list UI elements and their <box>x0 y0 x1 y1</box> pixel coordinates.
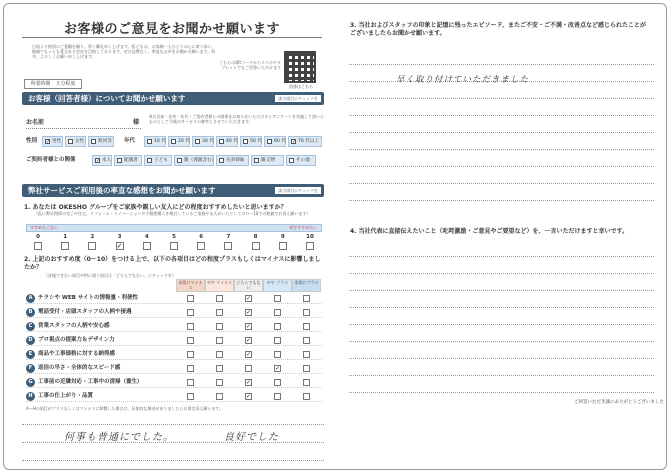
rating-checkbox-checked-icon[interactable]: ✓ <box>246 309 252 316</box>
rating-checkbox-icon[interactable] <box>274 323 281 330</box>
answer-line[interactable] <box>349 115 654 116</box>
rating-checkbox-icon[interactable] <box>303 337 310 344</box>
name-field[interactable] <box>26 128 141 129</box>
age-option[interactable]: 20 代 <box>168 136 190 147</box>
qr-caption: 回答はこちら <box>289 84 313 89</box>
item-letter-badge: A <box>26 294 35 303</box>
item-letter-badge: B <box>26 308 35 317</box>
checkbox-icon[interactable] <box>117 158 122 163</box>
rating-checkbox-icon[interactable] <box>187 379 194 386</box>
scale-number: 2 <box>90 234 95 240</box>
checkbox-icon[interactable] <box>195 139 200 144</box>
rating-checkbox-icon[interactable] <box>216 295 223 302</box>
age-option[interactable]: 40 代 <box>216 136 238 147</box>
scale-checkbox-icon[interactable] <box>252 242 260 250</box>
checkbox-icon[interactable] <box>177 158 182 163</box>
rating-checkbox-checked-icon[interactable]: ✓ <box>246 337 252 344</box>
answer-line[interactable] <box>22 424 324 425</box>
rating-checkbox-icon[interactable] <box>274 379 281 386</box>
scale-number: 3 <box>117 234 122 240</box>
section1-heading <box>22 92 324 105</box>
relation-option[interactable]: 配偶者 <box>114 155 142 166</box>
gender-option[interactable]: 女性 <box>65 136 86 147</box>
scale-number: 7 <box>226 234 231 240</box>
scale-checkbox-icon[interactable] <box>143 242 151 250</box>
section1-check-note: 該当項目にチェックを <box>275 95 321 102</box>
scale-checkbox-checked-icon[interactable]: ✓ <box>116 242 123 250</box>
item-label: プロ視点の提案力＆デザイン力 <box>38 337 115 343</box>
handwritten-answer-2: 良好でした <box>224 432 279 443</box>
item-label: 返信の早さ・全体的なスピード感 <box>38 365 121 371</box>
privacy-note: ※お名前・住所・年代・ご契約者様との関係をお知らせいただけるとアンケートを実施して頂いたものとして今後のサービスの参考とさせていただきます。 <box>149 114 324 124</box>
checkbox-icon[interactable] <box>219 158 224 163</box>
age-option[interactable]: 10 代 <box>144 136 166 147</box>
answer-line[interactable] <box>349 256 654 257</box>
q2-title: 2. 上記のおすすめ度（0〜10）をつける上で、以下の各項目はどの程度プラスもしくはマイナスに影響しましたか？ <box>24 256 321 271</box>
rating-checkbox-icon[interactable] <box>187 323 194 330</box>
rating-column-header: どちらでもない <box>234 279 263 292</box>
gender-option[interactable]: ✓ 男性 <box>42 136 63 147</box>
item-label: 商品や工事価格に対する納得感 <box>38 351 116 357</box>
rating-checkbox-checked-icon[interactable]: ✓ <box>246 295 252 302</box>
rating-checkbox-icon[interactable] <box>303 295 310 302</box>
age-option[interactable]: ✓ 70 代以上 <box>288 136 322 147</box>
closing-message: ご回答いただき誠にありがとうございました <box>574 400 664 405</box>
rating-checkbox-checked-icon[interactable]: ✓ <box>246 323 252 330</box>
answer-line[interactable] <box>22 460 324 461</box>
name-suffix: 様 <box>133 119 140 126</box>
checkbox-icon[interactable] <box>243 139 248 144</box>
scale-checkbox-icon[interactable] <box>61 242 69 250</box>
rating-column-header: 非常にマイナス <box>176 279 205 292</box>
checkbox-icon[interactable] <box>91 139 96 144</box>
page-title: お客様のご意見をお聞かせ願います <box>64 22 281 37</box>
age-label: 年代 <box>124 138 136 144</box>
rating-checkbox-icon[interactable] <box>216 393 223 400</box>
q3-title: 3. 当社およびスタッフの印象と記憶に残ったエピソード、またご不安・ご不満・改善点など感じられたことがございましたらお聞かせ願います。 <box>350 22 647 37</box>
rating-checkbox-icon[interactable] <box>245 365 252 372</box>
q1-note: （仮に弊社関係の完了や住宅、リフォーム・リノベーションや不動産購入を検討しているご家族や友人がいたとしての０〜10での数値でお答え願います） <box>34 211 311 216</box>
rating-checkbox-icon[interactable] <box>274 337 281 344</box>
checkbox-checked-icon[interactable]: ✓ <box>46 139 51 145</box>
item-label: 営業スタッフの人柄や安心感 <box>38 323 110 329</box>
scale-checkbox-icon[interactable] <box>306 242 314 250</box>
scale-header <box>26 224 322 232</box>
section1-title: お客様（回答者様）についてお聞かせ願います <box>28 94 186 103</box>
rating-column-header: やや プラス <box>263 279 292 292</box>
rating-checkbox-icon[interactable] <box>303 379 310 386</box>
rating-checkbox-icon[interactable] <box>216 379 223 386</box>
handwritten-answer-1: 何事も普通にでした。 <box>64 432 174 443</box>
q2-note: （評価できない項目や特に違う項目は「どちらでもない」にチェックを） <box>44 273 176 278</box>
answer-line[interactable] <box>349 132 654 133</box>
title-underline <box>22 37 322 38</box>
gender-option[interactable]: 無回答 <box>88 136 114 147</box>
rating-checkbox-icon[interactable] <box>187 337 194 344</box>
gender-label: 性別 <box>26 138 38 144</box>
item-label: チラシや WEB サイトの情報量・利便性 <box>38 295 138 301</box>
item-letter-badge: G <box>26 378 35 387</box>
item-letter-badge: E <box>26 350 35 359</box>
rating-checkbox-icon[interactable] <box>216 309 223 316</box>
checkbox-checked-icon[interactable]: ✓ <box>292 139 297 145</box>
rating-checkbox-icon[interactable] <box>187 309 194 316</box>
relation-label: ご契約者様との関係 <box>26 157 76 163</box>
age-option[interactable]: 30 代 <box>192 136 214 147</box>
item-letter-badge: H <box>26 392 35 401</box>
scale-right-label: ぜひすすめたい <box>289 225 318 230</box>
section2-title: 弊社サービスご利用後の率直な感想をお聞かせ願います <box>28 186 216 195</box>
rating-checkbox-icon[interactable] <box>187 351 194 358</box>
answer-line[interactable] <box>349 324 654 325</box>
answer-line[interactable] <box>349 98 654 99</box>
scale-checkbox-icon[interactable] <box>170 242 178 250</box>
answer-line[interactable] <box>349 166 654 167</box>
relation-option[interactable]: その他 <box>286 155 316 166</box>
item-letter-badge: D <box>26 336 35 345</box>
item-letter-badge: C <box>26 322 35 331</box>
answer-line[interactable] <box>349 149 654 150</box>
rating-checkbox-icon[interactable] <box>274 309 281 316</box>
answer-line[interactable] <box>349 307 654 308</box>
rating-checkbox-icon[interactable] <box>303 309 310 316</box>
checkbox-icon[interactable] <box>254 158 259 163</box>
rating-checkbox-icon[interactable] <box>303 351 310 358</box>
intro-text: 日頃より格別のご愛顧を賜り、厚く御礼申し上げます。私どもは、お客様一人ひとりの心に寄り添い、地域でもっとも愛される会社を目指しております。ぜひ忌憚なく、率直なお声をお聞かせ願います。何卒、よろしくお願い申し上げます。 <box>32 44 216 59</box>
q1-title: 1. あなたは OKESHO グループをご家族や親しい友人にどの程度おすすめしたいと思いますか？ <box>24 204 287 211</box>
section2-check-note: 該当項目にチェックを <box>275 187 321 194</box>
scale-number: 9 <box>280 234 285 240</box>
answer-line[interactable] <box>349 183 654 184</box>
item-label: 電話受付・店頭スタッフの人柄や接遇 <box>38 309 132 315</box>
section2-heading <box>22 184 324 197</box>
rating-checkbox-icon[interactable] <box>216 365 223 372</box>
rating-checkbox-checked-icon[interactable]: ✓ <box>275 365 281 372</box>
rating-checkbox-icon[interactable] <box>216 351 223 358</box>
rating-checkbox-icon[interactable] <box>274 351 281 358</box>
item-label: 工事前の近隣対応・工事中の清掃（養生） <box>38 379 143 385</box>
answer-line[interactable] <box>349 392 654 393</box>
rating-column-header: やや マイナス <box>205 279 234 292</box>
age-option[interactable]: 60 代 <box>264 136 286 147</box>
answer-line[interactable] <box>349 273 654 274</box>
survey-sheet <box>3 3 667 470</box>
relation-option[interactable]: ✓ 本人 <box>92 155 112 166</box>
time-badge: 所要時間 ５分程度 <box>24 79 82 89</box>
rating-checkbox-icon[interactable] <box>274 393 281 400</box>
checkbox-icon[interactable] <box>289 158 294 163</box>
rating-checkbox-icon[interactable] <box>216 323 223 330</box>
rating-checkbox-checked-icon[interactable]: ✓ <box>246 379 252 386</box>
rating-checkbox-checked-icon[interactable]: ✓ <box>246 393 252 400</box>
scale-number: 4 <box>144 234 149 240</box>
rating-checkbox-icon[interactable] <box>303 393 310 400</box>
q4-title: 4. 当社代表に直接伝えたいこと（叱咤激励・ご意見やご要望など）を、一言いただけますと幸いです。 <box>350 228 629 235</box>
rating-checkbox-icon[interactable] <box>187 295 194 302</box>
scale-number: 8 <box>253 234 258 240</box>
scale-checkbox-icon[interactable] <box>88 242 96 250</box>
answer-line[interactable] <box>349 200 654 201</box>
rating-checkbox-icon[interactable] <box>303 323 310 330</box>
qr-code-icon[interactable] <box>284 51 316 83</box>
scale-number: 10 <box>306 234 314 240</box>
rating-checkbox-icon[interactable] <box>187 393 194 400</box>
scale-left-label: すすめたくない <box>30 225 59 230</box>
relation-row <box>22 154 324 167</box>
checkbox-icon[interactable] <box>147 158 152 163</box>
rating-checkbox-icon[interactable] <box>187 365 194 372</box>
rating-checkbox-icon[interactable] <box>303 365 310 372</box>
age-option[interactable]: 50 代 <box>240 136 262 147</box>
scale-number: 1 <box>63 234 68 240</box>
answer-line[interactable] <box>349 64 654 65</box>
handwritten-answer-3: 早く取り付けていただきました <box>396 75 530 85</box>
rating-checkbox-icon[interactable] <box>274 295 281 302</box>
relation-option[interactable]: 子ども <box>144 155 172 166</box>
name-label: お名前 <box>26 119 45 126</box>
rating-checkbox-icon[interactable] <box>216 337 223 344</box>
checkbox-checked-icon[interactable]: ✓ <box>96 158 101 164</box>
relation-option[interactable]: 親（義親含む） <box>174 155 214 166</box>
q2-footnote: A〜Hの項目がプラスもしくはマイナスに影響した場合は、具体的な理由がありましたらお書き添え願います。 <box>26 406 224 411</box>
qr-instructions: こちらのQRコードからスマホやタブレットでもご回答いただけます <box>219 60 281 70</box>
rating-checkbox-checked-icon[interactable]: ✓ <box>246 351 252 358</box>
answer-line[interactable] <box>349 290 654 291</box>
scale-number: 0 <box>36 234 40 240</box>
answer-line[interactable] <box>349 375 654 376</box>
item-label: 工事の仕上がり・品質 <box>38 393 94 399</box>
scale-checkbox-icon[interactable] <box>224 242 232 250</box>
scale-number: 6 <box>199 234 204 240</box>
scale-number: 5 <box>172 234 176 240</box>
gender-row <box>22 135 324 148</box>
item-letter-badge: F <box>26 364 35 373</box>
answer-line[interactable] <box>349 358 654 359</box>
scale-checkbox-icon[interactable] <box>279 242 287 250</box>
checkbox-icon[interactable] <box>267 139 272 144</box>
scale-checkbox-icon[interactable] <box>197 242 205 250</box>
answer-line[interactable] <box>349 341 654 342</box>
scale-checkbox-icon[interactable] <box>34 242 42 250</box>
relation-option[interactable]: 兄弟姉妹 <box>216 155 249 166</box>
checkbox-icon[interactable] <box>219 139 224 144</box>
checkbox-icon[interactable] <box>171 139 176 144</box>
checkbox-icon[interactable] <box>147 139 152 144</box>
checkbox-icon[interactable] <box>68 139 73 144</box>
relation-option[interactable]: 親又甥 <box>251 155 284 166</box>
rating-column-header: 非常にプラス <box>292 279 321 292</box>
